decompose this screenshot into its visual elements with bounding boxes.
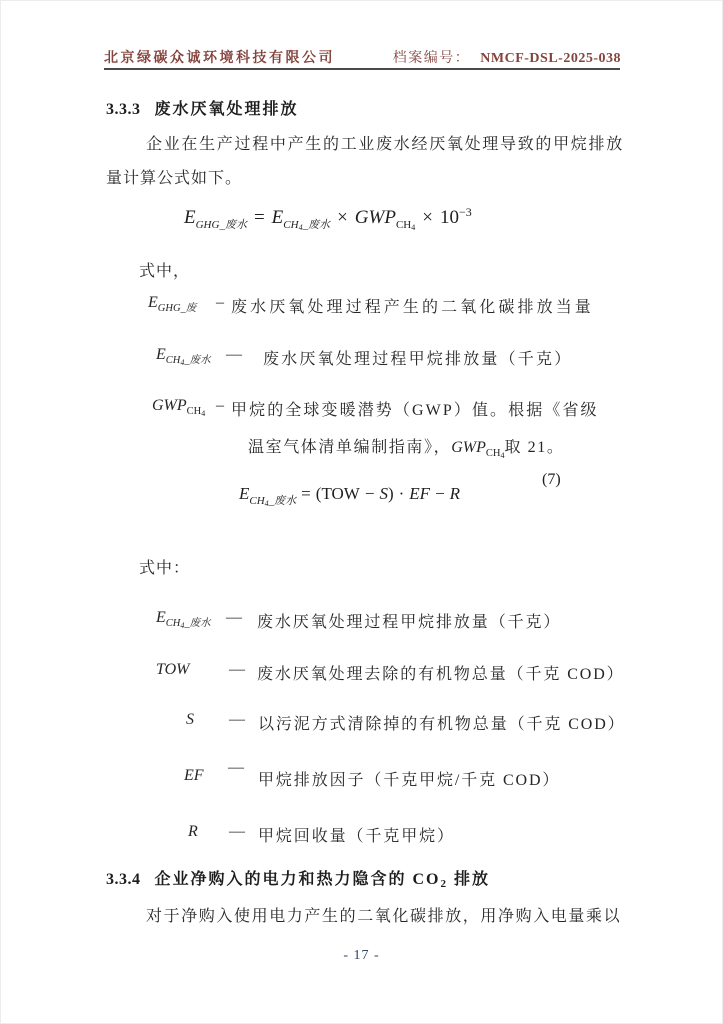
header-company-name: 北京绿碳众诚环境科技有限公司 [104,51,335,66]
equation-number: (7) [542,471,561,488]
intro-paragraph-line2: 量计算公式如下。 [106,170,243,187]
header-rule [104,68,620,70]
where-label-1: 式中， [139,263,191,280]
definition-row: $E_{CH4\_废水}$ — 废水厌氧处理过程甲烷排放量（千克） [156,609,562,631]
page-number: - 17 - [343,948,380,963]
formula-term: E [184,207,196,228]
intro-paragraph-line1: 企业在生产过程中产生的工业废水经厌氧处理导致的甲烷排放 [146,136,624,153]
formula-ch4-wastewater: $E_{CH4\_废水} = (TOW - S)$ · EF − R [239,484,461,508]
section-number: 3.3.3 [106,101,141,118]
section-333-heading [106,96,299,119]
header-archive-number [393,47,621,67]
archive-label: 档案编号： [392,51,471,66]
definition-row: EF — 甲烷排放因子（千克甲烷/千克 COD） [184,759,561,789]
where-label-2: 式中： [139,560,191,577]
section-title: 企业净购入的电力和热力隐含的 CO2 排放 [154,871,491,890]
archive-number-value: NMCF-DSL-2025-038 [480,51,621,66]
definition-row: S — 以污泥方式清除掉的有机物总量（千克 COD） [186,711,626,733]
definition-row: $E_{GHG\_废}$ – 废水厌氧处理过程产生的二氧化碳排放当量 [148,294,594,316]
definition-row: $GWP_{CH4}$ – 甲烷的全球变暖潜势（GWP）值。根据《省级 温室气体清单编制指南》，$GWP_{CH4}$取 21。 [152,397,599,460]
section-334-paragraph-line1: 对于净购入使用电力产生的二氧化碳排放，用净购入电量乘以 [146,908,622,925]
section-title: 废水厌氧处理排放 [154,101,299,118]
definition-row: $E_{CH4\_废水}$ — 废水厌氧处理过程甲烷排放量（千克） [156,346,573,368]
definition-row: R — 甲烷回收量（千克甲烷） [188,823,455,845]
section-number: 3.3.4 [106,871,141,888]
definition-row: TOW — 废水厌氧处理去除的有机物总量（千克 COD） [156,661,625,683]
formula-ghg-wastewater: $E_{GHG\_废水} = E_{CH4\_废水} \times GWP_{CH4} \times 10^{-3}$ [184,205,472,232]
section-334-heading [106,866,490,890]
